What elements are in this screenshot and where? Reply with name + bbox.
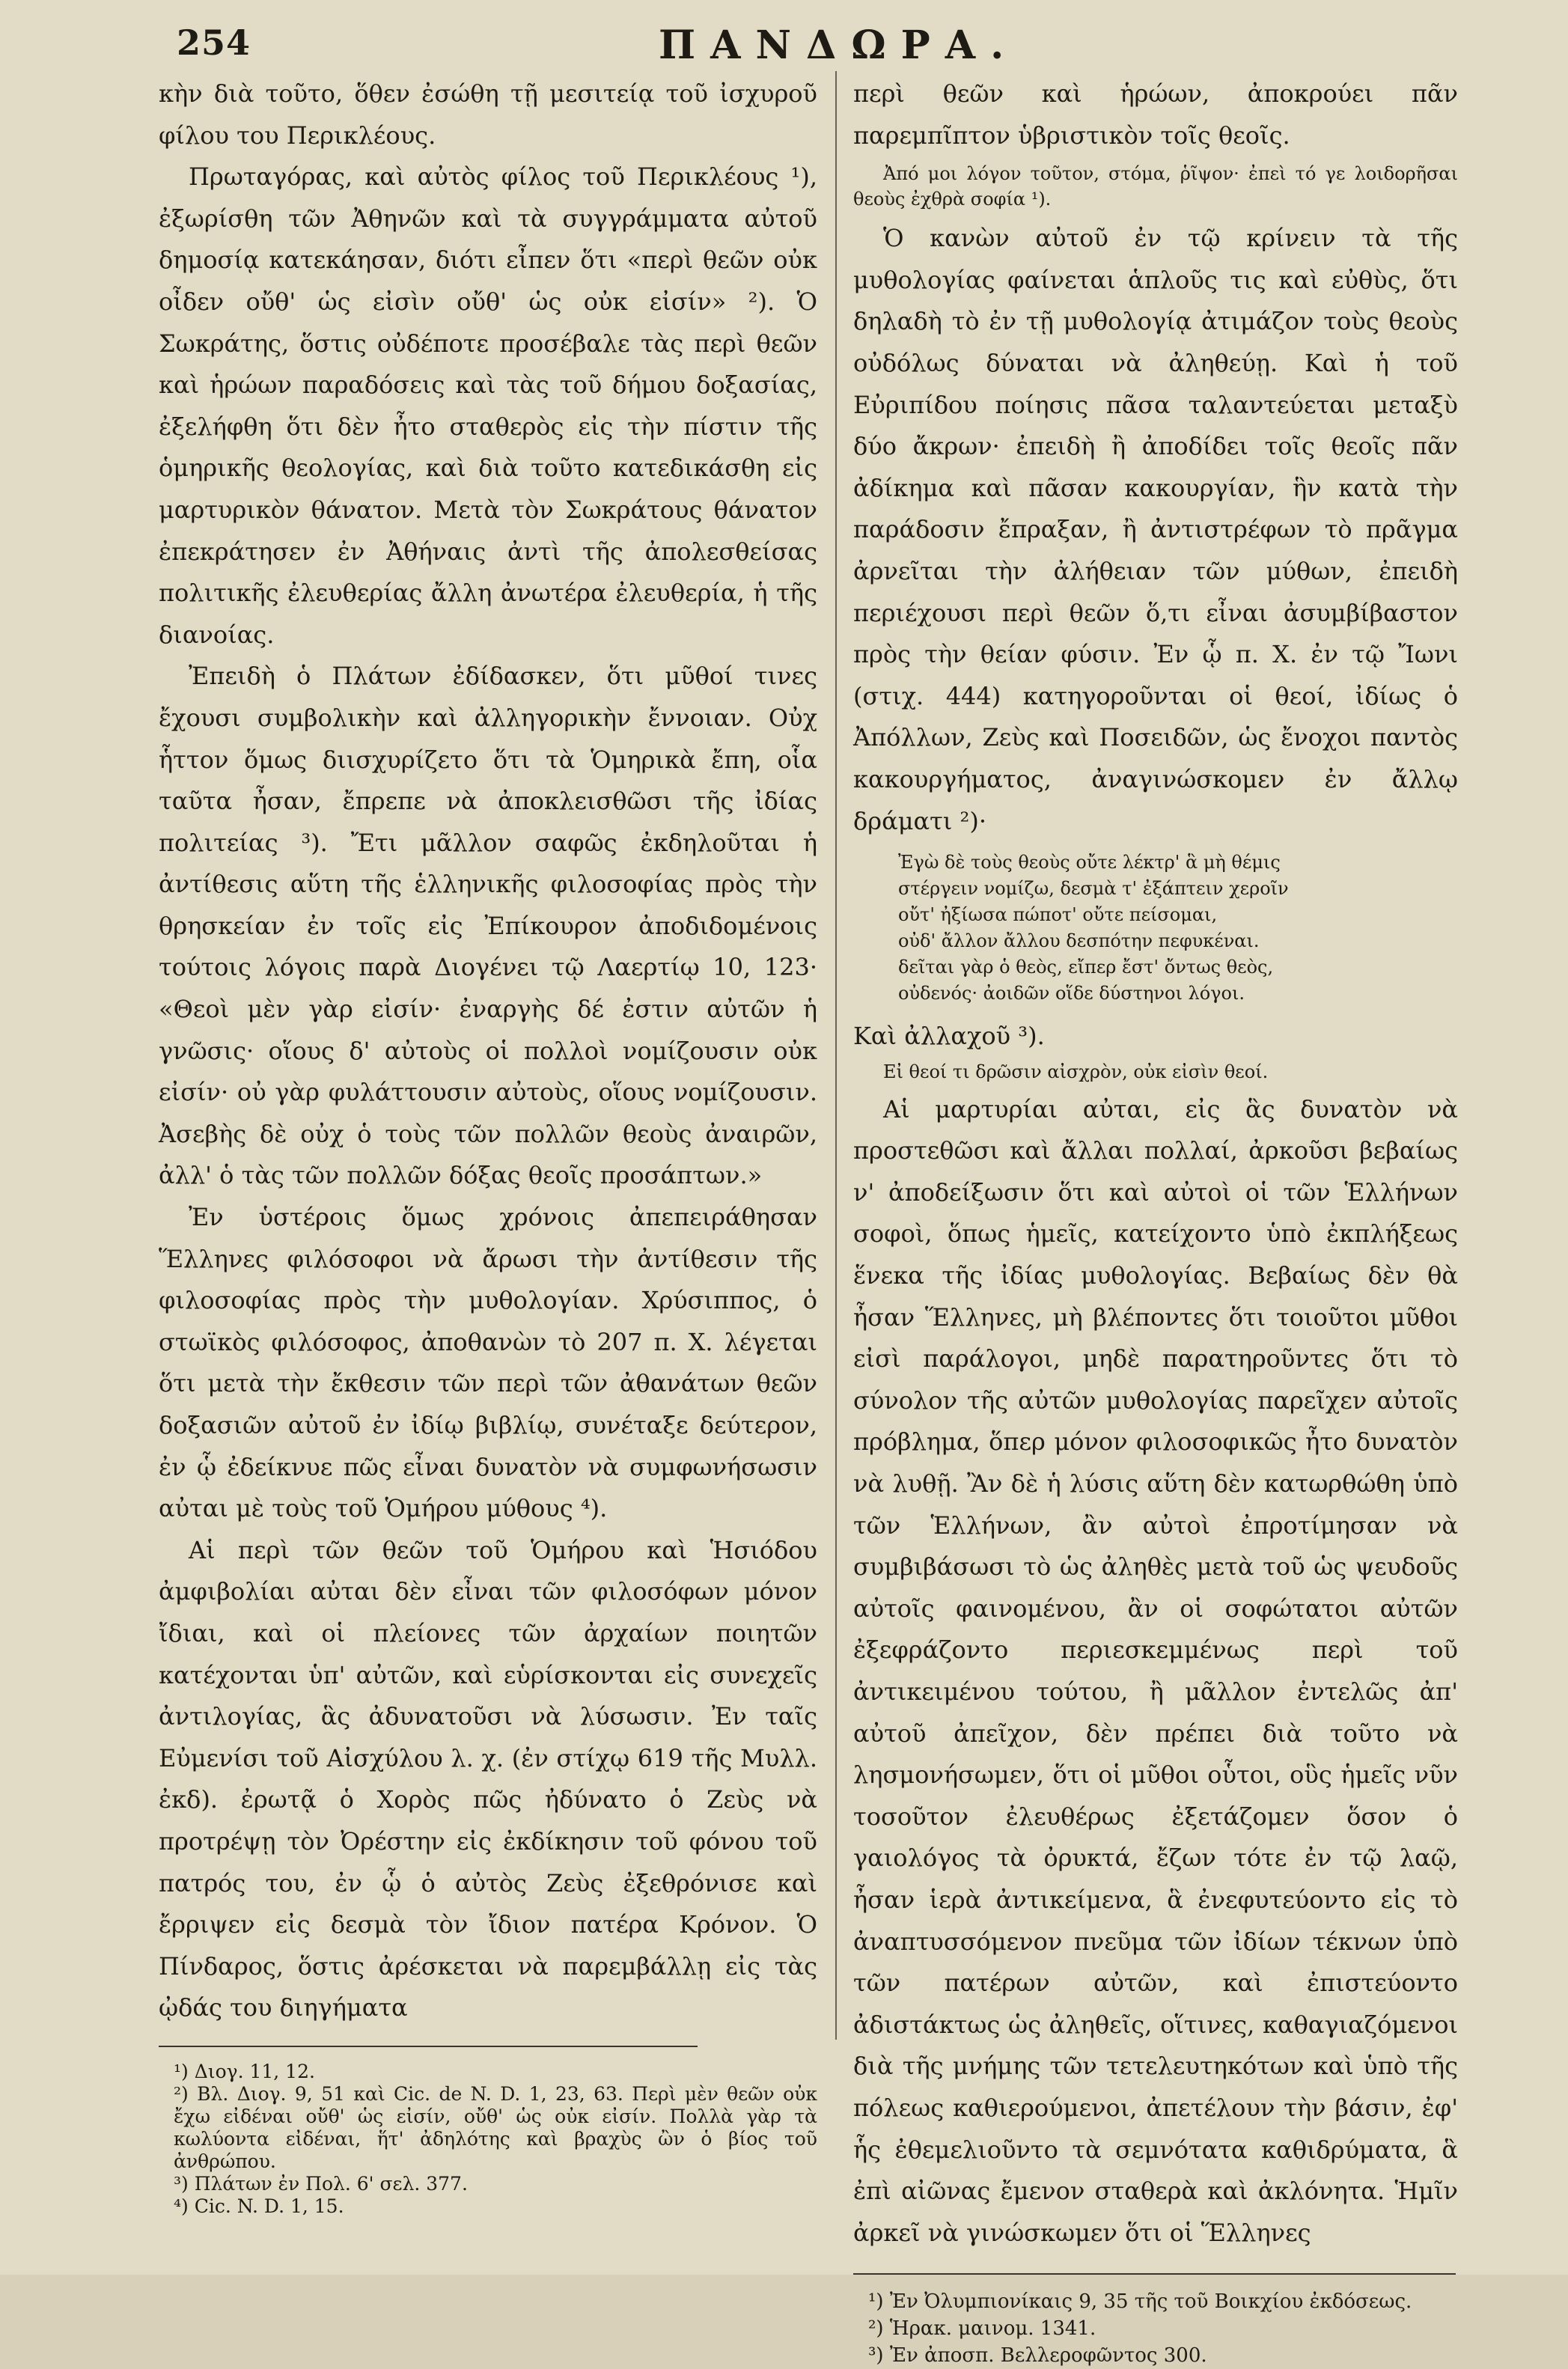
footnote: ³) Ἐν ἀποσπ. Βελλεροφῶντος 300. [868, 2344, 1207, 2368]
quotation: Ἀπό μοι λόγον τοῦτον, στόμα, ῥῖψον· ἐπεὶ τό γε λοιδορῆσαι θεοὺς ἐχθρὰ σοφία ¹). [853, 163, 1458, 210]
left-column [159, 73, 817, 2218]
paragraph: Αἱ περὶ τῶν θεῶν τοῦ Ὁμήρου καὶ Ἡσιόδου ἀμφιβολίαι αὐται δὲν εἶναι τῶν φιλοσόφων μόνον ἴδιαι, καὶ οἱ πλείονες τῶν ἀρχαίων ποιητῶν κατέχονται ὑπ' αὐτῶν, καὶ εὑρίσκονται εἰς συνεχεῖς ἀντιλογίας, ἃς ἀδυνατοῦσι νὰ λύσωσιν. Ἐν ταῖς Εὐμενίσι τοῦ Αἰσχύλου λ. χ. (ἐν στίχῳ 619 τῆς Μυλλ. ἐκδ). ἐρωτᾷ ὁ Χορὸς πῶς ἠδύνατο ὁ Ζεὺς νὰ προτρέψῃ τὸν Ὀρέστην εἰς ἐκδίκησιν τοῦ φόνου τοῦ πατρός του, ἐν ᾧ ὁ αὐτὸς Ζεὺς ἐξεθρόνισε καὶ ἔρριψεν εἰς δεσμὰ τὸν ἴδιον πατέρα Κρόνον. Ὁ Πίνδαρος, ὅστις ἀρέσκεται νὰ παρεμβάλλῃ εἰς τὰς ᾠδάς του διηγήματα [159, 1535, 817, 2022]
verse-quotation: Ἐγὼ δὲ τοὺς θεοὺς οὔτε λέκτρ' ἃ μὴ θέμις στέργειν νομίζω, δεσμὰ τ' ἐξάπτειν χεροῖν οὔτ' ἠξίωσα πώποτ' οὔτε πείσομαι, οὐδ' ἄλλον ἄλλου δεσπότην πεφυκέναι. δεῖται γὰρ ὁ θεὸς, εἴπερ ἔστ' ὄντως θεὸς, οὐδενός· ἀοιδῶν οἵδε δύστηνοι λόγοι. [898, 852, 1289, 1004]
footnote-rule [159, 2046, 698, 2047]
column-divider [835, 71, 837, 2040]
footnote: ⁴) Cic. N. D. 1, 15. [174, 2195, 344, 2217]
paragraph: Ἐν ὑστέροις ὅμως χρόνοις ἀπεπειράθησαν Ἕλληνες φιλόσοφοι νὰ ἄρωσι τὴν ἀντίθεσιν τῆς φιλοσοφίας πρὸς τὴν μυθολογίαν. Χρύσιππος, ὁ στωϊκὸς φιλόσοφος, ἀποθανὼν τὸ 207 π. Χ. λέγεται ὅτι μετὰ τὴν ἔκθεσιν τῶν περὶ τῶν ἀθανάτων θεῶν δοξασιῶν αὐτοῦ ἐν ἰδίῳ βιβλίῳ, συνέταξε δεύτερον, ἐν ᾧ ἐδείκνυε πῶς εἶναι δυνατὸν νὰ συμφωνήσωσιν αὐται μὲ τοὺς τοῦ Ὁμήρου μύθους ⁴). [159, 1203, 817, 1523]
paragraph: Καὶ ἀλλαχοῦ ³). [853, 1022, 1045, 1051]
paragraph: περὶ θεῶν καὶ ἡρώων, ἀποκρούει πᾶν παρεμπῖπτον ὑβριστικὸν τοῖς θεοῖς. [853, 79, 1458, 150]
paragraph: Αἱ μαρτυρίαι αὐται, εἰς ἃς δυνατὸν νὰ προστεθῶσι καὶ ἄλλαι πολλαί, ἀρκοῦσι βεβαίως ν' ἀποδείξωσιν ὅτι καὶ αὐτοὶ οἱ τῶν Ἑλλήνων σοφοὶ, ὅπως ἡμεῖς, κατείχοντο ὑπὸ ἐκπλήξεως ἕνεκα τῆς ἰδίας μυθολογίας. Βεβαίως δὲν θὰ ἦσαν Ἕλληνες, μὴ βλέποντες ὅτι τοιοῦτοι μῦθοι εἰσὶ παράλογοι, μηδὲ παρατηροῦντες ὅτι τὸ σύνολον τῆς αὐτῶν μυθολογίας παρεῖχεν αὐτοῖς πρόβλημα, ὅπερ μόνον φιλοσοφικῶς ἦτο δυνατὸν νὰ λυθῇ. Ἂν δὲ ἡ λύσις αὕτη δὲν κατωρθώθη ὑπὸ τῶν Ἑλλήνων, ἂν αὐτοὶ ἐπροτίμησαν νὰ συμβιβάσωσι τὸ ὡς ἀληθὲς μετὰ τοῦ ὡς ψευδοῦς αὐτοῖς φαινομένου, ἂν οἱ σοφώτατοι αὐτῶν ἐξεφράζοντο περιεσκεμμένως περὶ τοῦ ἀντικειμένου τούτου, ἢ μᾶλλον ἐντελῶς ἀπ' αὐτοῦ ἀπεῖχον, δὲν πρέπει διὰ τοῦτο νὰ λησμονήσωμεν, ὅτι οἱ μῦθοι οὗτοι, οὓς ἡμεῖς νῦν τοσοῦτον ἐλευθέρως ἐξετάζομεν ὅσον ὁ γαιολόγος τὰ ὀρυκτά, ἔζων τότε ἐν τῷ λαῷ, ἦσαν ἱερὰ ἀντικείμενα, ἃ ἐνεφυτεύοντο εἰς τὸ ἀναπτυσσόμενον πνεῦμα τῶν ἰδίων τέκνων ὑπὸ τῶν πατέρων αὐτῶν, καὶ ἐπιστεύοντο ἀδιστάκτως ὡς ἀληθεῖς, οἵτινες, καθαγιαζόμενοι διὰ τῆς μνήμης τῶν τετελευτηκότων καὶ ὑπὸ τῆς πόλεως καθιερούμενοι, ἀπετέλουν τὴν βάσιν, ἐφ' ἧς ἐθεμελιοῦντο τὰ σεμνότατα καθιδρύματα, ἃ ἐπὶ αἰῶνας ἔμενον σταθερὰ καὶ ἀκλόνητα. Ἡμῖν ἀρκεῖ νὰ γινώσκωμεν ὅτι οἱ Ἕλληνες [853, 1094, 1458, 2247]
paragraph: Πρωταγόρας, καὶ αὐτὸς φίλος τοῦ Περικλέους ¹), ἐξωρίσθη τῶν Ἀθηνῶν καὶ τὰ συγγράμματα αὐτοῦ δημοσίᾳ κατεκάησαν, διότι εἶπεν ὅτι «περὶ θεῶν οὐκ οἶδεν οὔθ' ὡς εἰσὶν οὔθ' ὡς οὐκ εἰσίν» ²). Ὁ Σωκράτης, ὅστις οὐδέποτε προσέβαλε τὰς περὶ θεῶν καὶ ἡρώων παραδόσεις καὶ τὰς τοῦ δήμου δοξασίας, ἐξελήφθη ὅτι δὲν ἦτο σταθερὸς εἰς τὴν πίστιν τῆς ὁμηρικῆς θεολογίας, καὶ διὰ τοῦτο κατεδικάσθη εἰς μαρτυρικὸν θάνατον. Μετὰ τὸν Σωκράτους θάνατον ἐπεκράτησεν ἐν Ἀθήναις ἀντὶ τῆς ἀπολεσθείσας πολιτικῆς ἐλευθερίας ἄλλη ἀνωτέρα ἐλευθερία, ἡ τῆς διανοίας. [159, 162, 817, 649]
footnote: ²) Ἡρακ. μαινομ. 1341. [868, 2317, 1096, 2341]
paragraph: Ἐπειδὴ ὁ Πλάτων ἐδίδασκεν, ὅτι μῦθοί τινες ἔχουσι συμβολικὴν καὶ ἀλληγορικὴν ἔννοιαν. Οὐχ ἧττον ὅμως διισχυρίζετο ὅτι τὰ Ὁμηρικὰ ἔπη, οἷα ταῦτα ἦσαν, ἔπρεπε νὰ ἀποκλεισθῶσι τῆς ἰδίας πολιτείας ³). Ἔτι μᾶλλον σαφῶς ἐκδηλοῦται ἡ ἀντίθεσις αὕτη τῆς ἑλληνικῆς φιλοσοφίας πρὸς τὴν θρησκείαν ἐν τοῖς εἰς Ἐπίκουρον ἀποδιδομένοις τούτοις λόγοις παρὰ Διογένει τῷ Λαερτίῳ 10, 123· «Θεοὶ μὲν γὰρ εἰσίν· ἐναργὴς δέ ἐστιν αὐτῶν ἡ γνῶσις· οἵους δ' αὐτοὺς οἱ πολλοὶ νομίζουσιν οὐκ εἰσίν· οὐ γὰρ φυλάττουσιν αὐτοὺς, οἵους νομίζουσιν. Ἀσεβὴς δὲ οὐχ ὁ τοὺς τῶν πολλῶν θεοὺς ἀναιρῶν, ἀλλ' ὁ τὰς τῶν πολλῶν δόξας θεοῖς προσάπτων.» [159, 662, 817, 1190]
footnote: ²) Βλ. Διογ. 9, 51 καὶ Cic. de N. D. 1, 23, 63. Περὶ μὲν θεῶν οὐκ ἔχω εἰδέναι οὔθ' ὡς εἰσίν, οὔθ' ὡς οὐκ εἰσίν. Πολλὰ γὰρ τὰ κωλύοντα εἰδέναι, ἥτ' ἀδηλότης καὶ βραχὺς ὢν ὁ βίος τοῦ ἀνθρώπου. [174, 2082, 817, 2172]
footnote: ³) Πλάτων ἐν Πολ. 6' σελ. 377. [174, 2172, 468, 2195]
footnote-rule [853, 2273, 1456, 2275]
page-number: 254 [177, 22, 251, 63]
paragraph: Ὁ κανὼν αὐτοῦ ἐν τῷ κρίνειν τὰ τῆς μυθολογίας φαίνεται ἁπλοῦς τις καὶ εὐθὺς, ὅτι δηλαδὴ τὸ ἐν τῇ μυθολογίᾳ ἀτιμάζον τοὺς θεοὺς οὐδόλως δύναται νὰ ἀληθεύῃ. Καὶ ἡ τοῦ Εὐριπίδου ποίησις πᾶσα ταλαντεύεται μεταξὺ δύο ἄκρων· ἐπειδὴ ἢ ἀποδίδει τοῖς θεοῖς πᾶν ἀδίκημα καὶ πᾶσαν κακουργίαν, ἣν κατὰ τὴν παράδοσιν ἔπραξαν, ἢ ἀντιστρέφων τὸ πρᾶγμα ἀρνεῖται τὴν ἀλήθειαν τῶν μύθων, ἐπειδὴ περιέχουσι περὶ θεῶν ὅ,τι εἶναι ἀσυμβίβαστον πρὸς τὴν θείαν φύσιν. Ἐν ᾧ π. Χ. ἐν τῷ Ἴωνι (στιχ. 444) κατηγοροῦνται οἱ θεοί, ἰδίως ὁ Ἀπόλλων, Ζεὺς καὶ Ποσειδῶν, ὡς ἔνοχοι παντὸς κακουργήματος, ἀναγινώσκομεν ἐν ἄλλῳ δράματι ²)· [853, 224, 1458, 835]
footnote: ¹) Ἐν Ὀλυμπιονίκαις 9, 35 τῆς τοῦ Βοικχίου ἐκδόσεως. [868, 2290, 1412, 2314]
quotation: Εἰ θεοί τι δρῶσιν αἰσχρὸν, οὐκ εἰσὶν θεοί. [883, 1061, 1269, 1082]
running-title: ΠΑΝΔΩΡΑ. [659, 22, 1019, 68]
right-column [853, 73, 1458, 2369]
running-header [0, 16, 1568, 76]
footnote: ¹) Διογ. 11, 12. [174, 2060, 315, 2082]
paragraph: κὴν διὰ τοῦτο, ὅθεν ἐσώθη τῇ μεσιτείᾳ τοῦ ἰσχυροῦ φίλου του Περικλέους. [159, 79, 817, 150]
